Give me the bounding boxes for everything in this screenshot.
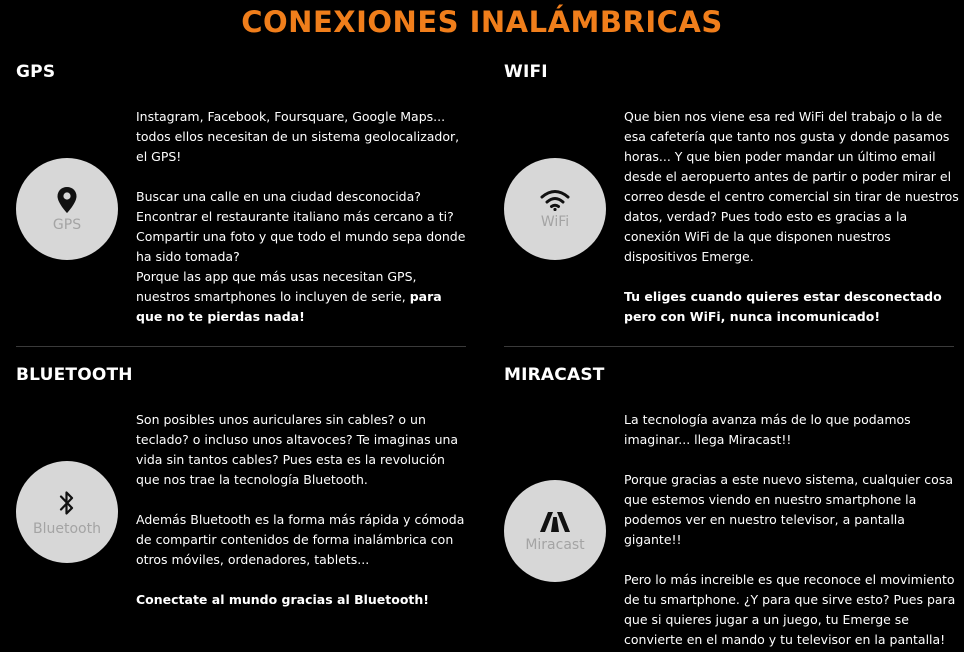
section-gps <box>16 62 468 332</box>
gps-circle <box>16 158 118 260</box>
section-wifi <box>504 62 959 332</box>
miracast-circle-label: Miracast <box>525 536 585 553</box>
wifi-paragraph-2 <box>624 287 959 327</box>
section-heading-miracast: MIRACAST <box>504 365 605 385</box>
gps-paragraph-2: Buscar una calle en una ciudad desconocida? Encontrar el restaurante italiano más cercano a ti? Compartir una foto y que todo el mundo sepa donde ha sido tomada? <box>136 189 466 264</box>
miracast-paragraph-3: Pero lo más increible es que reconoce el movimiento de tu smartphone. ¿Y para que sirve esto? Pues para que si quieres jugar a un juego, tu Emerge se convierte en el mando y tu televisor en la pantalla! <box>624 572 956 647</box>
gps-paragraph-1: Instagram, Facebook, Foursquare, Google Maps... todos ellos necesitan de un sistema geolocalizador, el GPS! <box>136 109 460 164</box>
section-bluetooth <box>16 365 468 645</box>
bluetooth-paragraph-2: Además Bluetooth es la forma más rápida y cómoda de compartir contenidos de forma inalámbrica con otros móviles, ordenadores, tablets... <box>136 512 465 567</box>
gps-paragraph-3 <box>136 267 471 327</box>
miracast-paragraph-2: Porque gracias a este nuevo sistema, cualquier cosa que estemos viendo en nuestro smartphone la podemos ver en nuestro televisor, a pantalla gigante!! <box>624 472 953 547</box>
location-pin-icon <box>56 186 78 214</box>
wifi-circle <box>504 158 606 260</box>
gps-text <box>136 107 471 327</box>
wifi-icon <box>540 189 570 211</box>
page-title: CONEXIONES INALÁMBRICAS <box>241 5 723 39</box>
section-heading-gps: GPS <box>16 62 56 82</box>
miracast-text <box>624 410 959 650</box>
wifi-paragraph-2-bold: Tu eliges cuando quieres estar desconectado pero con WiFi, nunca incomunicado! <box>624 289 942 324</box>
bluetooth-circle-label: Bluetooth <box>33 520 101 537</box>
gps-circle-label: GPS <box>52 216 82 233</box>
divider-left <box>16 346 466 347</box>
wifi-paragraph-1: Que bien nos viene esa red WiFi del trabajo o la de esa cafetería que tanto nos gusta y donde pasamos horas... Y que bien poder mandar un último email desde el aeropuerto antes de partir o poder mirar el correo desde el centro comercial sin tirar de nuestros datos, verdad? Pues todo esto es gracias a la conexión WiFi de la que disponen nuestros dispositivos Emerge. <box>624 109 959 264</box>
miracast-circle <box>504 480 606 582</box>
section-heading-wifi: WIFI <box>504 62 548 82</box>
gps-paragraph-3-bold: para que no te pierdas nada! <box>136 289 442 324</box>
bluetooth-paragraph-3-bold: Conectate al mundo gracias al Bluetooth! <box>136 592 429 607</box>
divider-right <box>504 346 954 347</box>
bluetooth-text <box>136 410 471 610</box>
miracast-icon <box>538 510 572 534</box>
miracast-paragraph-1: La tecnología avanza más de lo que podamos imaginar... llega Miracast!! <box>624 412 911 447</box>
wifi-text <box>624 107 959 327</box>
section-heading-bluetooth: BLUETOOTH <box>16 365 133 385</box>
bluetooth-paragraph-1: Son posibles unos auriculares sin cables? o un teclado? o incluso unos altavoces? Te imaginas una vida sin tantos cables? Pues esta es la revolución que nos trae la tecnología Bluetooth. <box>136 412 459 487</box>
gps-paragraph-3-text: Porque las app que más usas necesitan GPS, nuestros smartphones lo incluyen de serie, <box>136 269 417 304</box>
bluetooth-icon <box>58 488 76 518</box>
section-miracast <box>504 365 956 650</box>
wifi-circle-label: WiFi <box>540 213 570 230</box>
bluetooth-paragraph-3 <box>136 590 471 610</box>
bluetooth-circle <box>16 461 118 563</box>
